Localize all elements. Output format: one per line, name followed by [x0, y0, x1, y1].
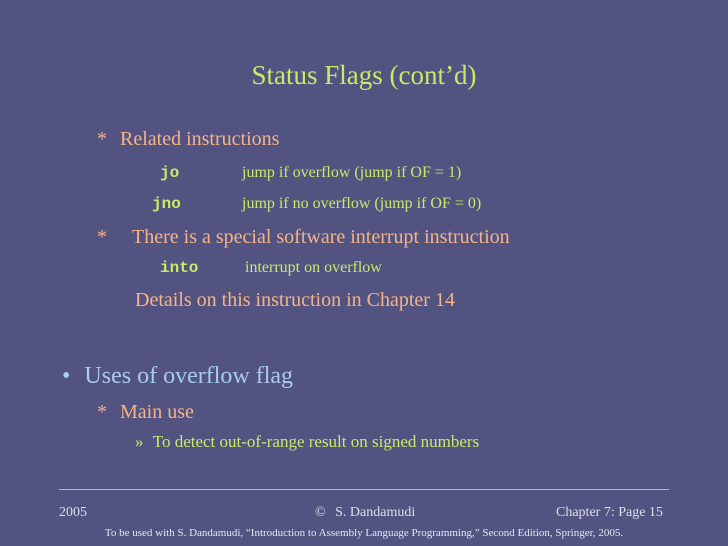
code-into-description: interrupt on overflow	[245, 259, 382, 276]
code-jno-description: jump if no overflow (jump if OF = 0)	[242, 195, 482, 212]
footer-author-name: S. Dandamudi	[335, 505, 416, 520]
main-use-label: Main use	[120, 401, 194, 423]
code-jno: jno	[152, 195, 181, 213]
interrupt-item	[97, 226, 510, 249]
uses-label: Uses of overflow flag	[84, 363, 294, 389]
interrupt-label: There is a special software interrupt instruction	[132, 226, 510, 248]
code-jo: jo	[160, 164, 180, 182]
star-bullet-icon: *	[97, 128, 107, 150]
details-text: Details on this instruction in Chapter 14	[135, 289, 455, 311]
footer-author	[315, 505, 415, 521]
main-use-item	[97, 401, 194, 424]
detect-text: To detect out-of-range result on signed numbers	[152, 432, 480, 451]
double-chevron-bullet-icon: »	[135, 432, 144, 451]
related-instructions-label: Related instructions	[120, 128, 280, 150]
code-jo-description: jump if overflow (jump if OF = 1)	[242, 164, 462, 181]
detect-item	[135, 432, 479, 452]
dot-bullet-icon: •	[62, 363, 71, 389]
uses-item	[62, 363, 293, 390]
footer-note: To be used with S. Dandamudi, “Introduction to Assembly Language Programming,” Second Edition, Springer, 2005.	[104, 527, 624, 539]
code-into: into	[160, 259, 199, 277]
related-instructions-item	[97, 128, 279, 151]
footer-page: Chapter 7: Page 15	[556, 505, 663, 520]
star-bullet-icon: *	[97, 226, 107, 248]
page-title: Status Flags (cont’d)	[251, 60, 477, 90]
star-bullet-icon: *	[97, 401, 107, 423]
copyright-icon: ©	[315, 505, 326, 520]
footer-year: 2005	[59, 505, 87, 520]
footer-divider	[59, 489, 669, 490]
